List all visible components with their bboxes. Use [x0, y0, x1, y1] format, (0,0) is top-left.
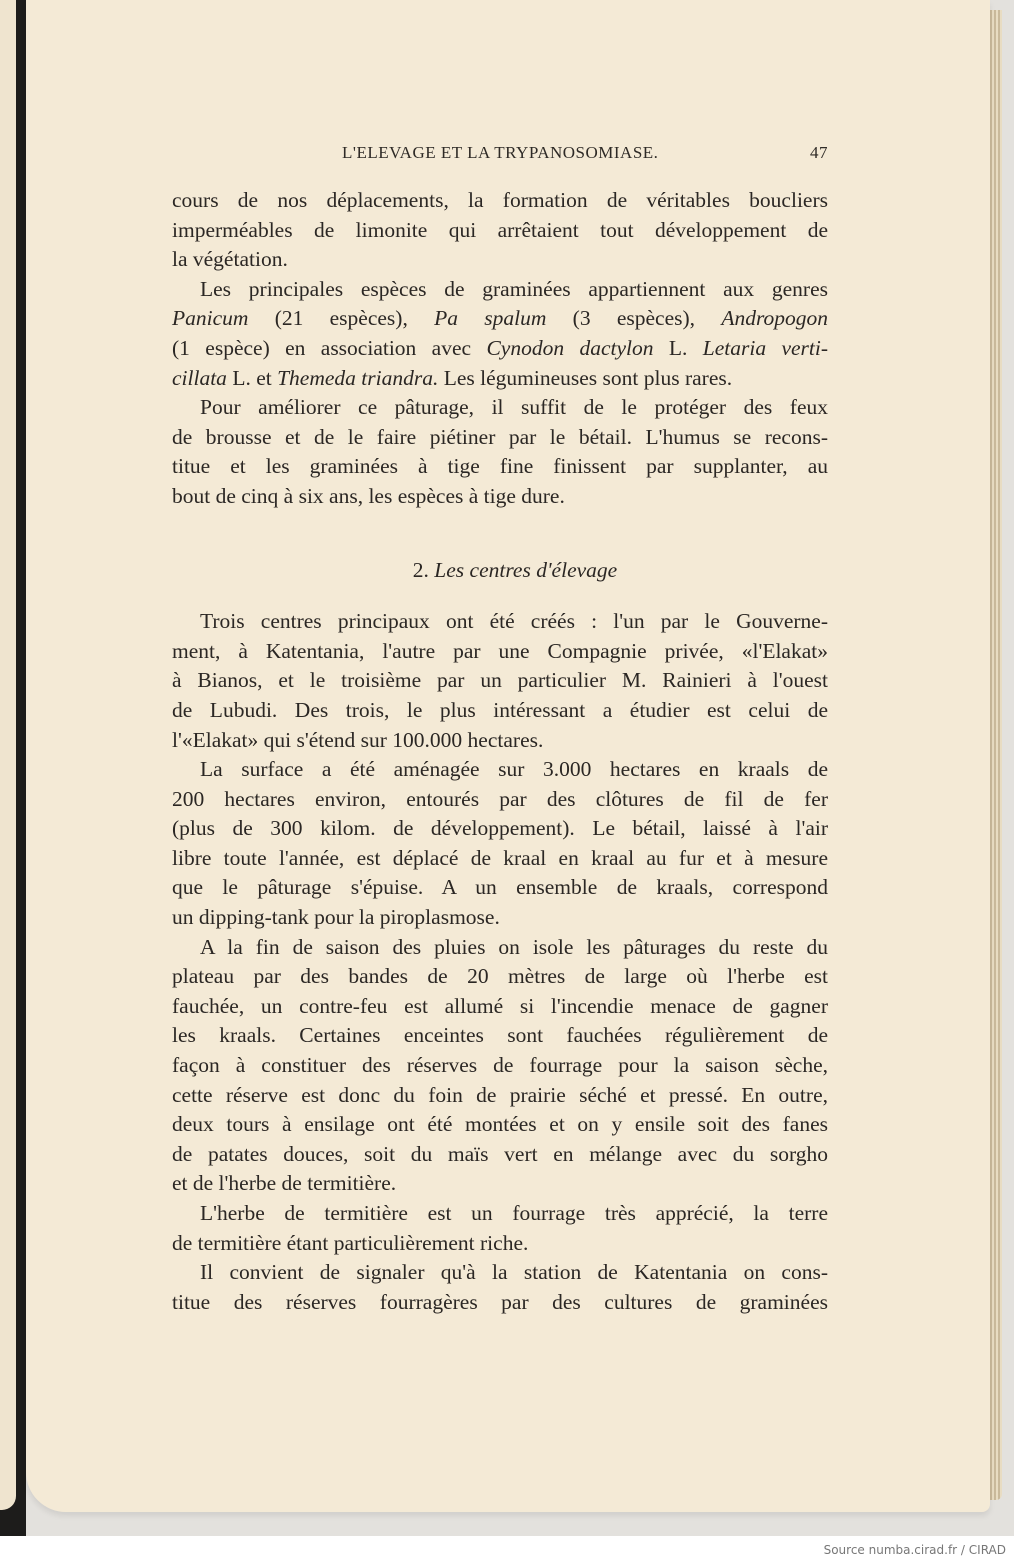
- text-run: un dipping-tank pour la piroplasmose.: [172, 905, 500, 930]
- section-title: Les centres d'élevage: [434, 557, 618, 582]
- text-line: [172, 186, 828, 216]
- text-line: [172, 304, 828, 334]
- text-run: et de l'herbe de termitière.: [172, 1171, 397, 1196]
- text-line: [172, 873, 828, 903]
- running-title: L'ELEVAGE ET LA TRYPANOSOMIASE.: [342, 143, 659, 162]
- text-run: A la fin de saison des pluies on isole les pâturages du reste du: [200, 934, 828, 959]
- text-line: [172, 1051, 828, 1081]
- text-run: plateau par des bandes de 20 mètres de large où l'herbe est: [172, 964, 828, 989]
- text-line: [172, 1258, 828, 1288]
- previous-page-edge: [0, 0, 16, 1510]
- text-run: deux tours à ensilage ont été montées et on y ensile soit des fanes: [172, 1112, 828, 1137]
- text-run: L. et: [226, 365, 278, 390]
- text-run: (3 espèces),: [546, 306, 722, 331]
- text-line: [172, 726, 828, 756]
- text-line: [172, 1021, 828, 1051]
- text-line: [172, 1169, 828, 1199]
- text-line: [172, 666, 828, 696]
- section-number: 2.: [412, 557, 429, 582]
- text-run: La surface a été aménagée sur 3.000 hectares en kraals de: [200, 757, 828, 782]
- text-run: Les principales espèces de graminées appartiennent aux genres: [200, 276, 828, 301]
- text-run: Pour améliorer ce pâturage, il suffit de le protéger des feux: [200, 395, 828, 420]
- text-line: [172, 452, 828, 482]
- text-run: libre toute l'année, est déplacé de kraal en kraal au fur et à mesure: [172, 845, 828, 870]
- text-run: façon à constituer des réserves de fourrage pour la saison sèche,: [172, 1053, 828, 1078]
- text-run: L'herbe de termitière est un fourrage très apprécié, la terre: [200, 1201, 828, 1225]
- text-line: [172, 696, 828, 726]
- italic-text: Andropogon: [721, 306, 829, 331]
- text-line: [172, 334, 828, 364]
- italic-text: cillata: [172, 365, 227, 390]
- text-run: Il convient de signaler qu'à la station de Katentania on cons-: [200, 1260, 828, 1285]
- paragraph: [172, 1199, 828, 1258]
- paragraph: [172, 186, 828, 275]
- text-run: la végétation.: [172, 247, 288, 272]
- section-heading: [172, 556, 828, 586]
- text-run: de brousse et de le faire piétiner par le bétail. L'humus se recons-: [172, 424, 828, 449]
- text-line: [172, 785, 828, 815]
- text-run: L.: [653, 335, 703, 360]
- paragraph: [172, 933, 828, 1199]
- text-run: de termitière étant particulièrement riche.: [172, 1230, 529, 1255]
- text-line: [172, 1110, 828, 1140]
- text-line: [172, 962, 828, 992]
- text-run: de patates douces, soit du maïs vert en mélange avec du sorgho: [172, 1141, 828, 1166]
- text-line: [172, 933, 828, 963]
- text-run: cours de nos déplacements, la formation de véritables boucliers: [172, 188, 828, 212]
- text-line: [172, 992, 828, 1022]
- italic-text: Pa spalum: [434, 306, 547, 331]
- text-run: cette réserve est donc du foin de prairie séché et pressé. En outre,: [172, 1082, 828, 1107]
- text-run: fauchée, un contre-feu est allumé si l'incendie menace de gagner: [172, 993, 828, 1018]
- text-run: (1 espèce) en association avec: [172, 335, 487, 360]
- text-run: que le pâturage s'épuise. A un ensemble de kraals, correspond: [172, 875, 828, 900]
- text-run: titue et les graminées à tige fine finissent par supplanter, au: [172, 454, 828, 479]
- text-run: de Lubudi. Des trois, le plus intéressant a étudier est celui de: [172, 697, 828, 722]
- text-line: [172, 1288, 828, 1318]
- text-run: les kraals. Certaines enceintes sont fauchées régulièrement de: [172, 1023, 828, 1048]
- text-run: imperméables de limonite qui arrêtaient tout développement de: [172, 217, 828, 242]
- text-line: [172, 607, 828, 637]
- text-line: [172, 637, 828, 667]
- text-run: à Bianos, et le troisième par un particulier M. Rainieri à l'ouest: [172, 668, 828, 693]
- text-line: [172, 1199, 828, 1229]
- text-line: [172, 844, 828, 874]
- text-line: [172, 1229, 828, 1259]
- paragraph: [172, 755, 828, 933]
- source-credit: Source numba.cirad.fr / CIRAD: [823, 1543, 1006, 1557]
- text-run: l'«Elakat» qui s'étend sur 100.000 hectares.: [172, 727, 544, 752]
- text-run: (21 espèces),: [248, 306, 435, 331]
- text-line: [172, 245, 828, 275]
- text-run: Trois centres principaux ont été créés : l'un par le Gouverne-: [200, 609, 828, 634]
- page-number: 47: [810, 143, 828, 162]
- paragraph: [172, 275, 828, 393]
- paragraph: [172, 1258, 828, 1317]
- text-run: Les légumineuses sont plus rares.: [438, 365, 733, 390]
- text-line: [172, 482, 828, 512]
- paragraphs-before-section: [172, 186, 828, 512]
- italic-text: Cynodon dactylon: [486, 335, 654, 360]
- text-line: [172, 364, 828, 394]
- text-line: [172, 275, 828, 305]
- text-run: 200 hectares environ, entourés par des clôtures de fil de fer: [172, 786, 828, 811]
- text-line: [172, 393, 828, 423]
- text-line: [172, 814, 828, 844]
- paragraph: [172, 607, 828, 755]
- page-body: [172, 186, 828, 1317]
- text-line: [172, 216, 828, 246]
- paragraphs-after-section: [172, 607, 828, 1317]
- italic-text: Themeda triandra.: [277, 365, 439, 390]
- text-run: (plus de 300 kilom. de développement). Le bétail, laissé à l'air: [172, 816, 828, 841]
- text-line: [172, 423, 828, 453]
- text-line: [172, 1081, 828, 1111]
- text-run: titue des réserves fourragères par des cultures de graminées: [172, 1289, 828, 1314]
- text-run: ment, à Katentania, l'autre par une Compagnie privée, «l'Elakat»: [172, 638, 828, 663]
- running-header: [172, 143, 828, 169]
- text-run: bout de cinq à six ans, les espèces à tige dure.: [172, 483, 565, 508]
- text-line: [172, 755, 828, 785]
- italic-text: Letaria verti-: [702, 335, 828, 360]
- text-line: [172, 903, 828, 933]
- paragraph: [172, 393, 828, 511]
- text-line: [172, 1140, 828, 1170]
- italic-text: Panicum: [172, 306, 249, 331]
